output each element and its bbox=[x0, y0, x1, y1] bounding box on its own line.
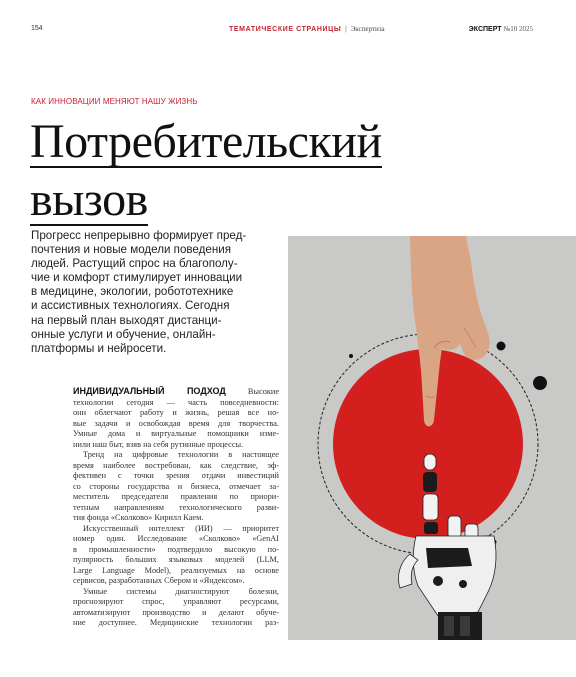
page-number: 154 bbox=[31, 25, 43, 32]
body-line: сервисов, разработанных Сбером и «Яндексом». bbox=[73, 576, 245, 585]
body-line: Умные дома и виртуальные помощники изме- bbox=[73, 429, 279, 438]
article-title bbox=[30, 113, 382, 229]
lead-line: в медицине, экологии, робототехнике bbox=[31, 285, 234, 299]
title-line: вызов bbox=[30, 173, 148, 226]
lead-line: людей. Растущий спрос на благополу- bbox=[31, 257, 238, 271]
body-line: номер один. Исследование «Сколково» «GenAI bbox=[73, 534, 279, 543]
hands-illustration bbox=[288, 236, 576, 640]
body-line: тия фонда «Сколково» Кирилл Каем. bbox=[73, 513, 204, 522]
article-lead bbox=[31, 229, 279, 356]
title-line: Потребительский bbox=[30, 115, 382, 168]
orbit-dot-tiny bbox=[349, 354, 353, 358]
body-line: Умные системы диагностируют болезни, bbox=[83, 586, 279, 596]
body-line: со стороны государства и бизнеса, отмечает за- bbox=[73, 481, 279, 491]
body-line: время наиболее востребован, как следствие, эф- bbox=[73, 460, 279, 470]
body-line: Large Language Model), реализуемых на основе bbox=[73, 565, 279, 575]
body-line: технологии сегодня — часть повседневности: bbox=[73, 397, 279, 407]
body-text: Высокие bbox=[225, 387, 279, 396]
lead-line: Прогресс непрерывно формирует пред- bbox=[31, 229, 247, 242]
lead-line: чие и комфорт стимулирует инновации bbox=[31, 271, 243, 285]
body-first-line bbox=[73, 386, 279, 398]
body-line: нили наш быт, взяв на себя рутинные процессы. bbox=[73, 439, 244, 449]
page-header bbox=[31, 25, 533, 37]
body-line: прогнозируют спрос, управляют ресурсами, bbox=[73, 597, 279, 606]
section-rubric bbox=[229, 25, 385, 33]
body-line: фективен с точки зрения отдачи инвестиций bbox=[73, 471, 279, 480]
rubric-separator: | bbox=[345, 25, 347, 33]
rubric-label: ТЕМАТИЧЕСКИЕ СТРАНИЦЫ bbox=[229, 26, 342, 33]
lead-line: на первый план выходят дистанци- bbox=[31, 313, 222, 327]
body-line: меститель председателя правления по приори- bbox=[73, 492, 279, 501]
magazine-brand: ЭКСПЕРТ bbox=[468, 26, 502, 33]
orbit-dot-large bbox=[533, 376, 547, 390]
issue-info bbox=[469, 25, 533, 33]
section-subhead: ИНДИВИДУАЛЬНЫЙ ПОДХОД bbox=[73, 386, 226, 396]
body-line: тетным направлениям технологического разви- bbox=[73, 502, 279, 512]
section-label: Экспертиза bbox=[350, 25, 385, 33]
body-line: они облегчают работу и жизнь, решая все но- bbox=[73, 408, 279, 417]
lead-line: онные услуги и обучение, онлайн- bbox=[31, 327, 216, 341]
body-line: ние доступнее. Медицинские технологии раз- bbox=[73, 618, 279, 627]
body-line: в промышленности» подтвердило высокую по- bbox=[73, 544, 279, 554]
issue-number: №10 2025 bbox=[503, 25, 533, 33]
lead-line: платформы и нейросети. bbox=[31, 341, 167, 355]
body-line: Тренд на цифровые технологии в настоящее bbox=[83, 450, 279, 459]
body-line: автоматизируют производство и делают обуче- bbox=[73, 607, 279, 617]
article-illustration bbox=[288, 236, 576, 640]
body-line: вые задачи и освобождая время для творчества. bbox=[73, 418, 279, 428]
body-line: пулярность больших языковых моделей (LLM, bbox=[73, 555, 279, 564]
article-body bbox=[73, 386, 279, 629]
lead-line: почтения и новые модели поведения bbox=[31, 243, 231, 257]
orbit-dot-medium bbox=[497, 342, 506, 351]
article-kicker: КАК ИННОВАЦИИ МЕНЯЮТ НАШУ ЖИЗНЬ bbox=[31, 97, 198, 106]
lead-line: и ассистивных технологиях. Сегодня bbox=[31, 299, 230, 313]
body-line: Искусственный интеллект (ИИ) — приоритет bbox=[83, 523, 279, 533]
